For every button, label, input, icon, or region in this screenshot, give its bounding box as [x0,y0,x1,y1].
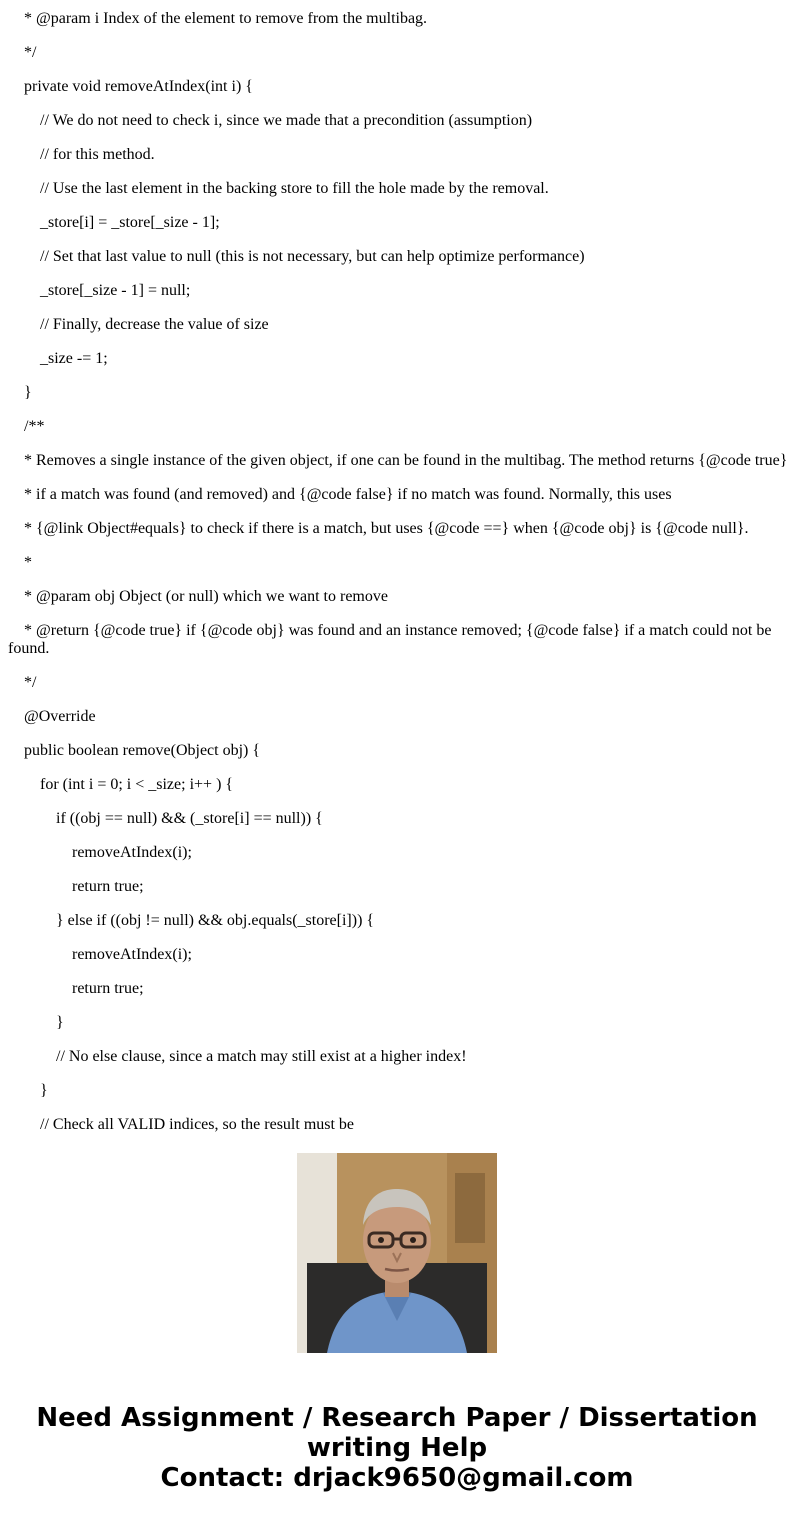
code-line: * {@link Object#equals} to check if there is a match, but uses {@code ==} when {@code obj} is {@code null}. [8,520,749,537]
code-line: * @param obj Object (or null) which we want to remove [8,588,388,605]
code-line: _size -= 1; [8,350,108,367]
code-line: // We do not need to check i, since we made that a precondition (assumption) [8,112,533,129]
code-line: // for this method. [8,146,155,163]
code-line: // No else clause, since a match may still exist at a higher index! [8,1048,467,1065]
code-line: return true; [8,980,144,997]
code-line: // Check all VALID indices, so the result must be [8,1116,355,1133]
promo-contact: Contact: drjack9650@gmail.com [160,1463,634,1493]
code-line: * [8,554,32,571]
code-line: */ [8,674,37,691]
code-line: if ((obj == null) && (_store[i] == null)) { [8,810,323,827]
code-line: } [8,1082,48,1099]
code-line: _store[i] = _store[_size - 1]; [8,214,220,231]
code-line: * @param i Index of the element to remove from the multibag. [8,10,428,27]
code-line: * @return {@code true} if {@code obj} was found and an instance removed; {@code false} if a match could not be found. [8,622,776,657]
code-line: public boolean remove(Object obj) { [8,742,261,759]
code-line: * if a match was found (and removed) and {@code false} if no match was found. Normally, this uses [8,486,672,503]
code-line: private void removeAtIndex(int i) { [8,78,253,95]
code-line: // Finally, decrease the value of size [8,316,269,333]
promo-line-1: Need Assignment / Research Paper / Dissertation [36,1403,758,1433]
promo-banner [0,1403,794,1493]
code-line: // Use the last element in the backing store to fill the hole made by the removal. [8,180,549,197]
code-line: // Set that last value to null (this is not necessary, but can help optimize performance) [8,248,585,265]
code-line: @Override [8,708,96,725]
code-line: for (int i = 0; i < _size; i++ ) { [8,776,234,793]
code-line: */ [8,44,37,61]
author-portrait-image [297,1153,497,1353]
code-line: } else if ((obj != null) && obj.equals(_store[i])) { [8,912,375,929]
code-line: return true; [8,878,144,895]
code-line: _store[_size - 1] = null; [8,282,191,299]
promo-line-2: writing Help [306,1433,488,1463]
code-line: } [8,384,32,401]
code-line: * Removes a single instance of the given object, if one can be found in the multibag. The method returns {@code true} [8,452,788,469]
code-line: } [8,1014,64,1031]
code-line: removeAtIndex(i); [8,946,192,963]
code-line: removeAtIndex(i); [8,844,192,861]
author-photo [297,1153,497,1353]
code-lines [0,10,794,1134]
code-line: /** [8,418,45,435]
